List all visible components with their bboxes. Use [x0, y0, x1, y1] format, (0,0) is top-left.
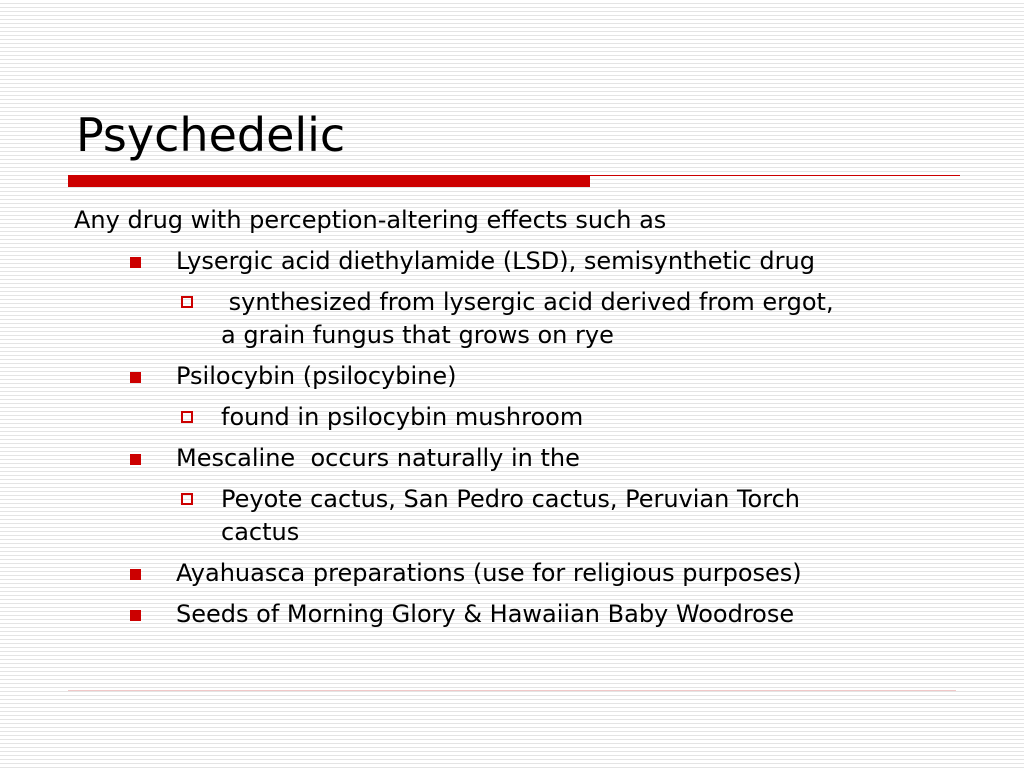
bullet-text: Seeds of Morning Glory & Hawaiian Baby Woodrose: [176, 600, 795, 628]
bullet-item-seeds: [74, 598, 974, 631]
bullet-text: Lysergic acid diethylamide (LSD), semisynthetic drug: [176, 247, 815, 275]
bullet-text: Mescaline occurs naturally in the: [176, 444, 580, 472]
bullet-text: Ayahuasca preparations (use for religious purposes): [176, 559, 802, 587]
slide-content: [74, 204, 974, 639]
footer-divider: [68, 690, 956, 691]
title-underline-accent: [68, 175, 590, 187]
filled-square-bullet-icon: [130, 569, 141, 580]
sub-bullet-mescaline-source: [74, 483, 974, 549]
slide-title: Psychedelic: [76, 108, 346, 162]
sub-bullet-psilocybin-source: [74, 401, 974, 434]
hollow-square-bullet-icon: [181, 411, 193, 423]
sub-bullet-text-line: a grain fungus that grows on rye: [221, 321, 614, 349]
bullet-item-lsd: [74, 245, 974, 278]
bullet-item-ayahuasca: [74, 557, 974, 590]
sub-bullet-text-line: Peyote cactus, San Pedro cactus, Peruvian Torch: [221, 485, 800, 513]
sub-bullet-text-line: found in psilocybin mushroom: [221, 403, 584, 431]
sub-bullet-text-line: synthesized from lysergic acid derived from ergot,: [221, 288, 834, 316]
bullet-item-mescaline: [74, 442, 974, 475]
filled-square-bullet-icon: [130, 257, 141, 268]
hollow-square-bullet-icon: [181, 493, 193, 505]
bullet-text: Psilocybin (psilocybine): [176, 362, 457, 390]
filled-square-bullet-icon: [130, 454, 141, 465]
filled-square-bullet-icon: [130, 372, 141, 383]
filled-square-bullet-icon: [130, 610, 141, 621]
intro-text: Any drug with perception-altering effects such as: [74, 206, 667, 234]
bullet-item-psilocybin: [74, 360, 974, 393]
sub-bullet-lsd-origin: [74, 286, 974, 352]
sub-bullet-text-line: cactus: [221, 518, 300, 546]
hollow-square-bullet-icon: [181, 296, 193, 308]
